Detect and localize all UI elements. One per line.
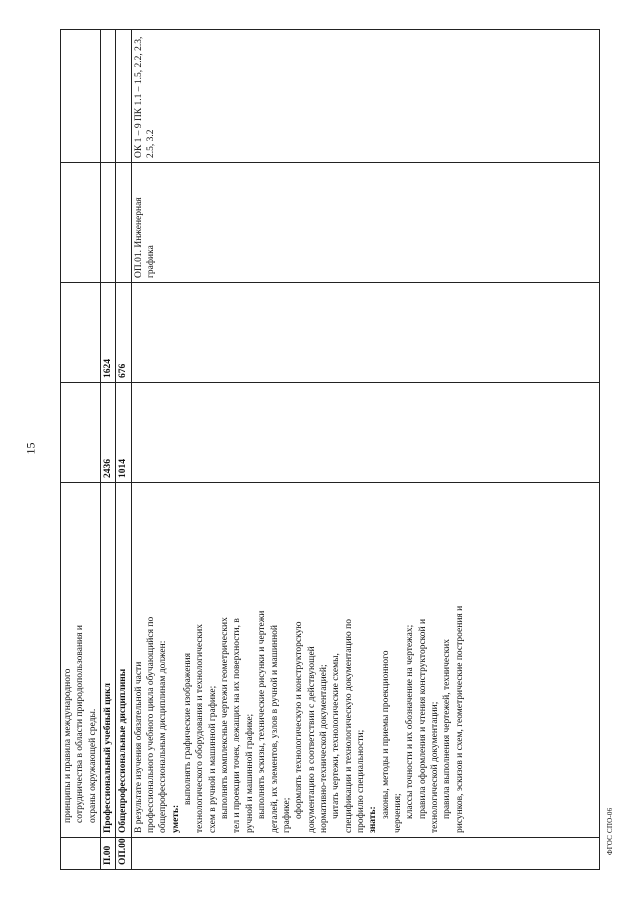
cell-code [131,838,599,870]
text-line: профессионального учебного цикла обучающийся по [146,616,157,833]
text-line: выполнять комплексные чертежи геометрических [220,617,231,819]
cell-max-load: 1014 [116,383,131,483]
text-line: рисунков, эскизов и схем, геометрические построения и [454,605,465,833]
cell-discipline [101,163,116,283]
cell-discipline: ОП.01. Инженерная графика [131,163,599,283]
text-line: уметь: [170,804,181,833]
table-row-main [131,30,599,870]
table-row-continuation [61,30,101,870]
text-line: документацию в соответствии с действующей [306,646,317,833]
text-line: графике; [281,797,292,833]
cell-discipline [61,163,101,283]
text-line: тел и проекции точек, лежащих на их поверхности, в [232,618,243,833]
text-line: схем в ручной и машинной графике; [207,685,218,833]
cell-competencies [101,30,116,163]
text-line: черчения; [392,793,403,833]
cell-discipline [116,163,131,283]
text-line: классы точности и их обозначение на чертежах; [405,624,416,819]
text-line: профилю специальности; [355,729,366,833]
text-line: технологической документации; [429,701,440,833]
text-line: сотрудничества в области природопользования и [75,625,86,823]
footer-code: ФГОС СПО-06 [606,807,614,855]
cell-hours [61,283,101,383]
table-row-general-prof [116,30,131,870]
cell-description [131,483,599,838]
cell-competencies [116,30,131,163]
curriculum-table [60,29,600,870]
text-line: выполнять графические изображения [183,653,194,805]
text-line: принципы и правила международного [63,668,73,823]
cell-hours: 676 [116,283,131,383]
text-line: правила выполнения чертежей, технических [442,638,453,819]
text-line: правила оформления и чтения конструкторской и [417,618,428,819]
text-line: читать чертежи, технологические схемы, [331,653,342,819]
cell-max-load: 2436 [101,383,116,483]
text-line: технологического оборудования и технологических [195,624,206,833]
page-number: 15 [23,442,38,455]
cell-max-load [61,383,101,483]
cell-max-load [131,383,599,483]
cell-code: ОП.00 [116,838,131,870]
rotated-page [60,30,615,870]
text-line: спецификации и технологическую документацию по [343,619,354,833]
cell-competencies [61,30,101,163]
text-line: В результате изучения обязательной части [133,661,144,833]
cell-competencies: ОК 1 – 9 ПК 1.1 – 1.5, 2.2, 2.3, 2.5, 3.2 [131,30,599,163]
cell-title: Профессиональный учебный цикл [101,483,116,838]
text-line: выполнять эскизы, технические рисунки и чертежи [257,610,268,819]
cell-title: Общепрофессиональные дисциплины [116,483,131,838]
text-line: охраны окружающей среды. [87,708,98,823]
text-line: ручной и машинной графике; [244,713,255,833]
cell-hours [131,283,599,383]
text-line: оформлять технологическую и конструкторскую [294,621,305,819]
text-line: нормативно-технической документацией; [318,664,329,833]
text-line: законы, методы и приемы проекционного [380,650,391,819]
table-row-prof-cycle [101,30,116,870]
cell-code: П.00 [101,838,116,870]
cell-code [61,838,101,870]
text-line: общепрофессиональным дисциплинам должен: [158,640,169,833]
cell-hours: 1624 [101,283,116,383]
text-line: знать: [368,806,379,833]
cell-description [61,483,101,838]
text-line: деталей, их элементов, узлов в ручной и машинной [269,625,280,833]
table-container [60,30,615,870]
